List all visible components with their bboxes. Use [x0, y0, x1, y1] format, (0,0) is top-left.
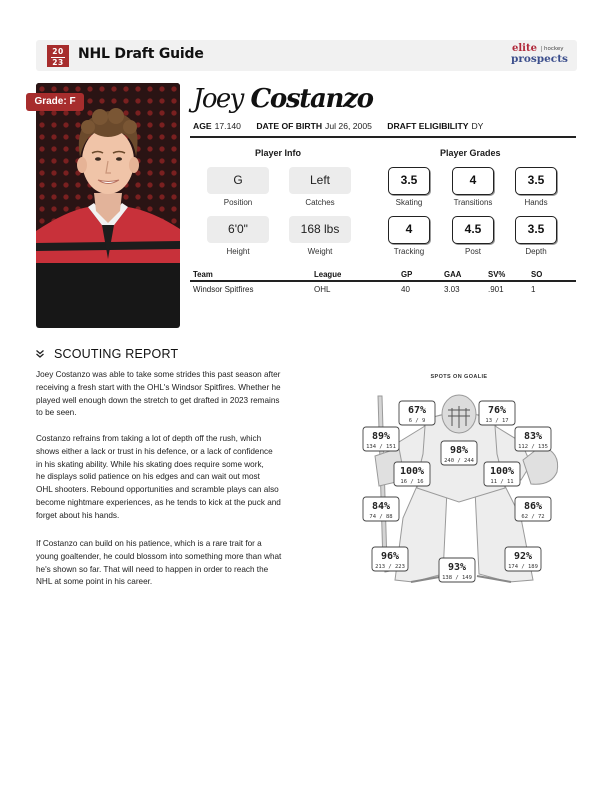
report-line: Joey Costanzo was able to take some strides this past season after: [36, 370, 281, 379]
zone-label: [372, 547, 408, 571]
grade-post-label: Post: [464, 247, 481, 256]
logo-elite: elite: [512, 43, 537, 54]
grade-depth-box: 3.5: [515, 216, 557, 244]
report-line: forget about his hands.: [36, 510, 120, 520]
zone-saves: 112 / 135: [518, 444, 548, 450]
report-line: OHL shooters. Rebound opportunities and scramble plays can also: [36, 485, 279, 495]
player-grades-heading: Player Grades: [440, 148, 501, 158]
report-line: to be seen.: [36, 408, 77, 418]
zone-label: [363, 497, 399, 521]
stats-cell-team: Windsor Spitfires: [193, 285, 254, 294]
scouting-paragraph-3: [36, 538, 326, 589]
report-line: he's shown so far. That will need to happen in order to reach the: [36, 564, 269, 574]
grade-skating-label: Skating: [395, 198, 423, 207]
zone-saves: 6 / 9: [408, 418, 426, 424]
year-logo: [47, 45, 69, 67]
grade-hands-box: 3.5: [515, 167, 557, 195]
zone-label: [484, 462, 520, 486]
zone-saves: 240 / 244: [444, 458, 474, 464]
spots-on-goalie-chart: [355, 368, 565, 593]
grade-skating-box: 3.5: [388, 167, 430, 195]
player-last-name: Costanzo: [250, 84, 373, 114]
zone-percent: 100%: [399, 466, 425, 477]
player-meta: [193, 121, 496, 131]
zone-label: [399, 401, 435, 425]
stats-header-league: League: [314, 270, 342, 279]
stats-divider: [190, 280, 576, 282]
zone-saves: 13 / 17: [485, 418, 509, 424]
eligibility-label: DRAFT ELIGIBILITY: [387, 121, 469, 131]
grade-hands-label: Hands: [524, 198, 548, 207]
catches-label: Catches: [305, 198, 335, 207]
double-chevron-down-icon: [35, 349, 45, 359]
logo-hockey: hockey: [541, 46, 564, 52]
zone-saves: 62 / 72: [521, 514, 545, 520]
zone-percent: 76%: [487, 405, 507, 416]
year-logo-bottom: 23: [52, 58, 64, 67]
stats-cell-gp: 40: [401, 285, 410, 294]
stats-header-so: SO: [531, 270, 543, 279]
zone-percent: 86%: [523, 501, 543, 512]
stats-header-team: Team: [193, 270, 213, 279]
report-line: played well enough down the stretch to get drafted in 2023 remains: [36, 395, 280, 405]
weight-label: Weight: [307, 247, 333, 256]
player-photo: [36, 83, 180, 328]
zone-saves: 74 / 88: [369, 514, 393, 520]
scouting-paragraph-2: [36, 433, 326, 523]
stats-cell-so: 1: [531, 285, 536, 294]
report-line: receiving a fresh start with the OHL's Windsor Spitfires. Whether he: [36, 382, 281, 392]
zone-label: [439, 558, 475, 582]
zone-label: [441, 441, 477, 465]
report-line: become nightmare experiences, as he tends to kick at the puck and: [36, 497, 281, 507]
zone-percent: 84%: [371, 501, 391, 512]
year-logo-top: 20: [52, 47, 64, 56]
grade-badge: Grade: F: [26, 93, 84, 111]
report-line: Costanzo refrains from taking a lot of depth off the rush, which: [36, 434, 262, 443]
zone-saves: 213 / 223: [375, 564, 405, 570]
zone-label: [515, 497, 551, 521]
age-label: AGE: [193, 121, 212, 131]
zone-saves: 11 / 11: [490, 479, 514, 485]
report-line: If Costanzo can build on his patience, which is a rare trait for a: [36, 539, 262, 548]
zone-percent: 83%: [523, 431, 543, 442]
report-line: young goaltender, he could blossom into something more than what: [36, 551, 282, 561]
zone-percent: 96%: [380, 551, 400, 562]
zone-percent: 92%: [513, 551, 533, 562]
stats-header-gaa: GAA: [444, 270, 462, 279]
zone-percent: 67%: [407, 405, 427, 416]
grade-transitions-box: 4: [452, 167, 494, 195]
chart-title: SPOTS ON GOALIE: [430, 374, 488, 380]
zone-label: [394, 462, 430, 486]
position-value: G: [207, 167, 269, 194]
grade-tracking-label: Tracking: [393, 247, 425, 256]
catches-value: Left: [289, 167, 351, 194]
scouting-report-title: SCOUTING REPORT: [54, 347, 179, 361]
report-line: he displays solid patience on his edges and can wait out most: [36, 472, 260, 482]
grade-depth-label: Depth: [525, 247, 547, 256]
report-line: in his skating ability. While his skating does require some work,: [36, 459, 264, 469]
header-bar: [36, 40, 577, 71]
dob-label: DATE OF BIRTH: [256, 121, 323, 131]
zone-saves: 16 / 16: [400, 479, 424, 485]
zone-label: [505, 547, 541, 571]
scouting-paragraph-1: [36, 369, 326, 420]
grade-tracking-box: 4: [388, 216, 430, 244]
zone-percent: 93%: [447, 562, 467, 573]
report-line: shows either a lack or trust in his defence, or a lack of confidence: [36, 446, 273, 456]
position-label: Position: [223, 198, 253, 207]
grade-post-box: 4.5: [452, 216, 494, 244]
zone-saves: 174 / 189: [508, 564, 538, 570]
eligibility-value: DY: [471, 121, 484, 131]
dob-value: Jul 26, 2005: [325, 121, 372, 131]
guide-title: NHL Draft Guide: [78, 46, 204, 62]
height-value: 6'0": [207, 216, 269, 243]
zone-percent: 89%: [371, 431, 391, 442]
stats-header-gp: GP: [401, 270, 413, 279]
logo-prospects: prospects: [511, 53, 568, 65]
stats-cell-gaa: 3.03: [444, 285, 460, 294]
player-first-name: Joey: [193, 84, 243, 114]
weight-value: 168 lbs: [289, 216, 351, 243]
zone-saves: 134 / 151: [366, 444, 396, 450]
zone-percent: 100%: [489, 466, 515, 477]
zone-saves: 138 / 149: [442, 575, 472, 581]
stats-header-svpct: SV%: [488, 270, 506, 279]
player-name: [193, 84, 373, 120]
elite-prospects-logo: [511, 43, 567, 67]
stats-cell-league: OHL: [314, 285, 331, 294]
grade-transitions-label: Transitions: [453, 198, 493, 207]
report-line: NHL at some point in his career.: [36, 577, 153, 587]
stats-cell-svpct: .901: [488, 285, 504, 294]
zone-percent: 98%: [449, 445, 469, 456]
age-value: 17.140: [214, 121, 241, 131]
zone-label: [515, 427, 551, 451]
height-label: Height: [226, 247, 250, 256]
zone-label: [363, 427, 399, 451]
zone-label: [479, 401, 515, 425]
meta-divider: [190, 136, 576, 138]
player-info-heading: Player Info: [255, 148, 302, 158]
